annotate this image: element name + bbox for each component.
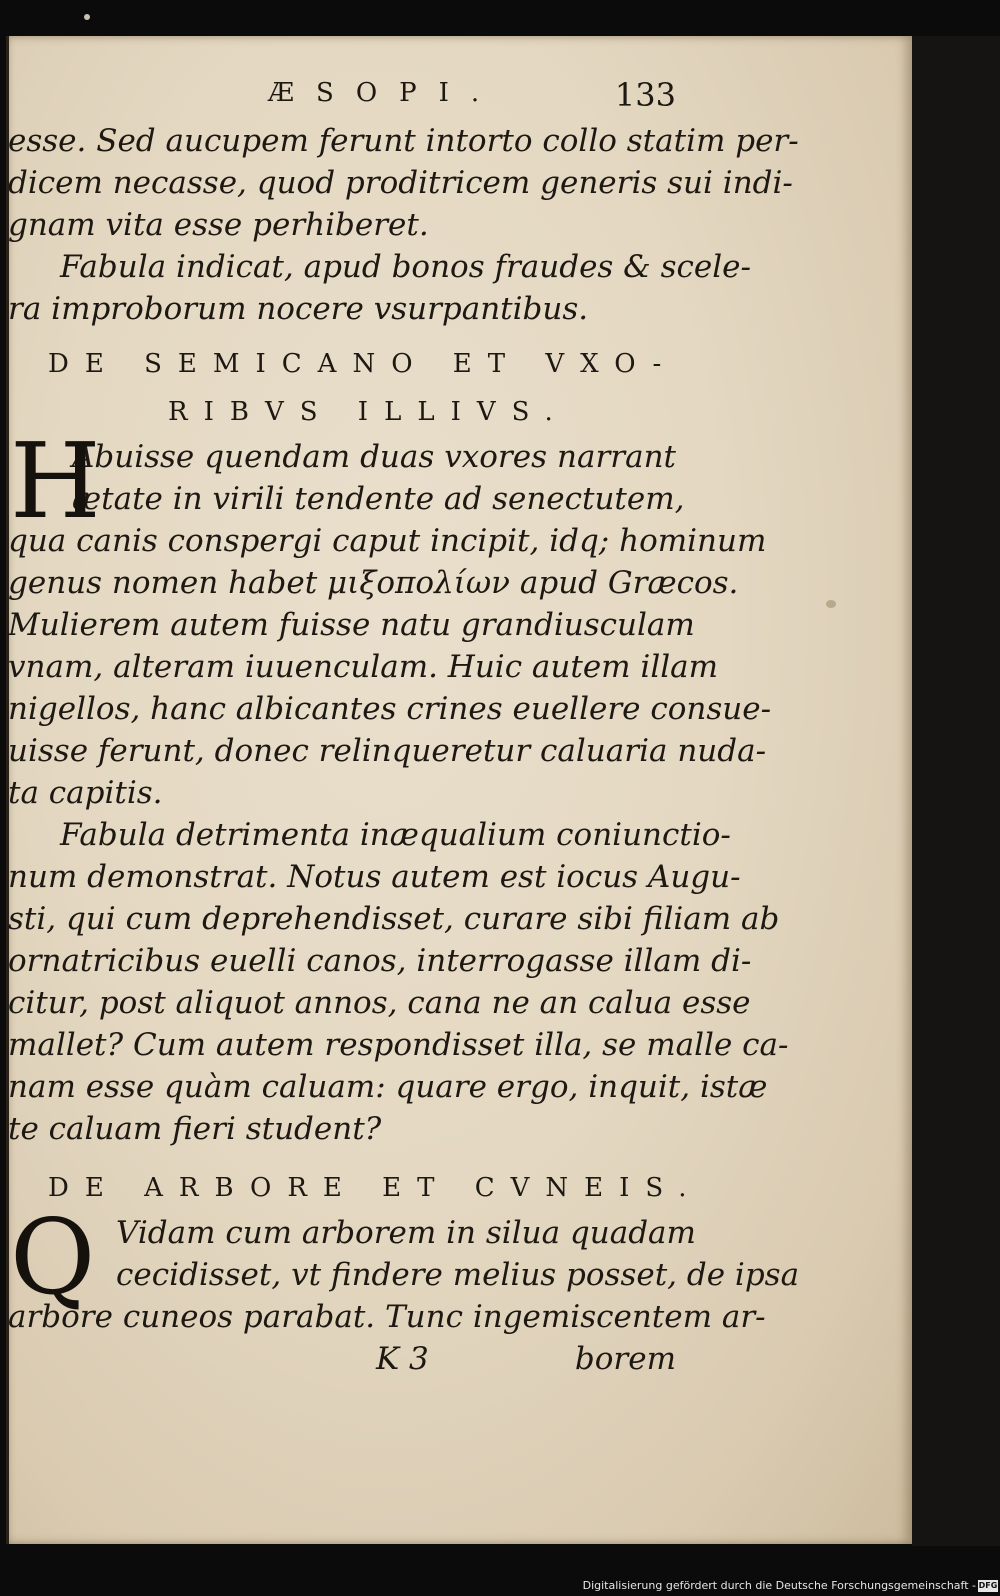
text-line: arbore cuneos parabat. Tunc ingemiscentem ar- <box>8 1299 766 1335</box>
fable-title-1-line-2: RIBVS ILLIVS. <box>168 397 569 427</box>
paper-stain <box>826 600 836 608</box>
fable-3-text <box>8 1196 800 1338</box>
text-line: cecidisset, vt findere melius posset, de ipsa <box>116 1257 800 1293</box>
fable-title-1-line-1: DE SEMICANO ET VXO- <box>48 349 678 379</box>
dfg-logo: DFG <box>978 1581 998 1590</box>
text-line: qua canis conspergi caput incipit, idq; hominum <box>8 523 767 559</box>
text-line: esse. Sed aucupem ferunt intorto collo statim per- <box>8 123 799 159</box>
running-head: ÆSOPI. <box>268 78 502 108</box>
text-line: ornatricibus euelli canos, interrogasse illam di- <box>8 943 752 979</box>
catchword: borem <box>574 1341 676 1377</box>
drop-cap: Q <box>10 1196 96 1318</box>
signature-mark: K 3 <box>376 1341 429 1377</box>
text-line: genus nomen habet μιξοπολίων apud Græcos. <box>8 565 739 601</box>
text-line: ætate in virili tendente ad senectutem, <box>72 481 685 517</box>
fable-title-2: DE ARBORE ET CVNEIS. <box>48 1173 703 1203</box>
text-line: dicem necasse, quod proditricem generis sui indi- <box>8 165 793 201</box>
paragraph-continuation <box>8 120 799 246</box>
moral-1 <box>8 246 751 330</box>
page-number: 133 <box>614 76 676 114</box>
text-line: uisse ferunt, donec relinqueretur caluaria nuda- <box>8 733 767 769</box>
text-line: Fabula detrimenta inæqualium coniunctio- <box>60 817 731 853</box>
fable-2-text <box>8 420 772 814</box>
digitization-credit: Digitalisierung gefördert durch die Deutsche Forschungsgemeinschaft - <box>582 1579 976 1592</box>
moral-2 <box>8 814 789 1150</box>
text-line: Mulierem autem fuisse natu grandiusculam <box>8 607 695 643</box>
text-line: sti, qui cum deprehendisset, curare sibi filiam ab <box>8 901 780 937</box>
page-header <box>8 76 676 120</box>
text-line: Vidam cum arborem in silua quadam <box>116 1215 696 1251</box>
drop-cap: H <box>10 420 101 542</box>
text-line: vnam, alteram iuuenculam. Huic autem illam <box>8 649 719 685</box>
text-line: Fabula indicat, apud bonos fraudes & scele- <box>60 249 751 285</box>
scan-mark <box>84 14 90 20</box>
page-text <box>8 76 800 1380</box>
text-line: nigellos, hanc albicantes crines euellere consue- <box>8 691 772 727</box>
text-line: Abuisse quendam duas vxores narrant <box>72 439 676 475</box>
text-line: num demonstrat. Notus autem est iocus Augu- <box>8 859 741 895</box>
text-line: nam esse quàm caluam: quare ergo, inquit, istæ <box>8 1069 768 1105</box>
text-line: citur, post aliquot annos, cana ne an calua esse <box>8 985 751 1021</box>
text-line: mallet? Cum autem respondisset illa, se malle ca- <box>8 1027 789 1063</box>
book-edge <box>912 36 1000 1546</box>
text-line: ta capitis. <box>8 775 163 811</box>
text-line: ra improborum nocere vsurpantibus. <box>8 291 589 327</box>
page-footer-line <box>8 1338 676 1380</box>
text-line: te caluam fieri student? <box>8 1111 382 1147</box>
text-line: gnam vita esse perhiberet. <box>8 207 429 243</box>
